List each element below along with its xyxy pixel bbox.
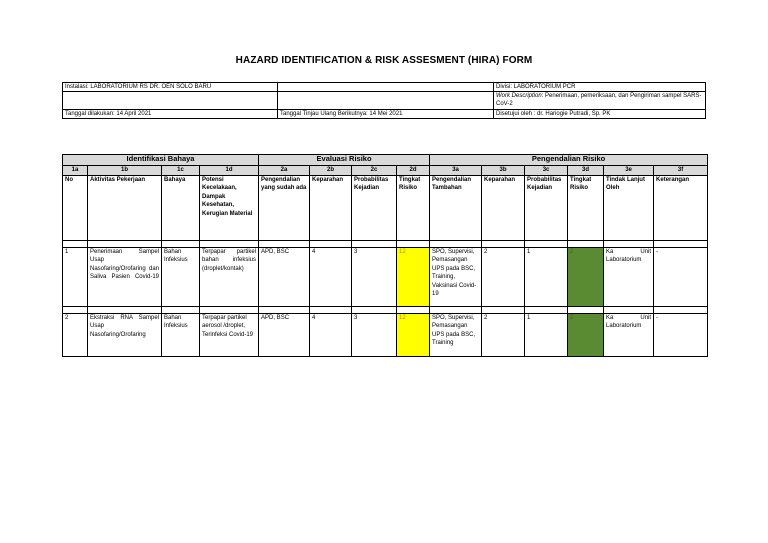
code-cell: 1c [162, 166, 200, 176]
code-cell: 3c [525, 166, 568, 176]
column-header: Tingkat Risiko [568, 175, 604, 240]
code-cell: 3a [430, 166, 482, 176]
hira-table [62, 154, 708, 357]
pengendalian-tambahan-cell: SPO, Supervisi, Pemasangan UPS pada BSC, Training, Vaksinasi Covid-19 [430, 247, 482, 306]
work-description-cell [494, 92, 706, 110]
tingkat-risiko2-cell: 2 [568, 247, 604, 306]
aktivitas-cell: Ekstraksi RNA Sampel Usap Nasofaring/Orofaring [88, 313, 162, 356]
keparahan-cell: 4 [310, 313, 352, 356]
tingkat-risiko2-cell: 2 [568, 313, 604, 356]
pengendalian-tambahan-cell: SPO, Supervisi, Pemasangan UPS pada BSC, Training [430, 313, 482, 356]
bahaya-cell: Bahan Infeksius [162, 247, 200, 306]
probabilitas-cell: 3 [352, 247, 397, 306]
keparahan2-cell: 2 [482, 313, 525, 356]
pengendalian-ada-cell: APD, BSC [259, 247, 310, 306]
divisi-cell: Divisi: LABORATORIUM PCR [494, 83, 706, 92]
potensi-cell: Terpapar partikel bahan infeksius (droplet/kontak) [200, 247, 259, 306]
group-pengendalian: Pengendalian Risiko [430, 155, 708, 166]
tingkat-risiko-cell: 12 [397, 313, 430, 356]
code-cell: 3b [482, 166, 525, 176]
column-header: Probabilitas Kejadian [525, 175, 568, 240]
code-cell: 1d [200, 166, 259, 176]
probabilitas-cell: 3 [352, 313, 397, 356]
group-evaluasi: Evaluasi Risiko [259, 155, 430, 166]
tingkat-risiko-cell: 12 [397, 247, 430, 306]
column-header: Tindak Lanjut Oleh [604, 175, 654, 240]
probabilitas2-cell: 1 [525, 313, 568, 356]
column-header: Aktivitas Pekerjaan [88, 175, 162, 240]
probabilitas2-cell: 1 [525, 247, 568, 306]
pengendalian-ada-cell: APD, BSC [259, 313, 310, 356]
tindak-lanjut-cell: Ka Unit Laboratorium [604, 247, 654, 306]
code-cell: 1a [63, 166, 88, 176]
bahaya-cell: Bahan Infeksius [162, 313, 200, 356]
no-cell: 1 [63, 247, 88, 306]
column-header: Pengendalian yang sudah ada [259, 175, 310, 240]
code-cell: 3d [568, 166, 604, 176]
spacer-row [63, 240, 708, 247]
code-cell: 2d [397, 166, 430, 176]
column-header: Keparahan [310, 175, 352, 240]
keterangan-cell: - [654, 313, 708, 356]
keterangan-cell: - [654, 247, 708, 306]
code-cell: 2b [310, 166, 352, 176]
tindak-lanjut-cell: Ka Unit Laboratorium [604, 313, 654, 356]
disetujui-cell: Disetujui oleh : dr. Hariogie Putradi, Sp. PK [494, 110, 706, 119]
column-header: Keparahan [482, 175, 525, 240]
code-cell: 2c [352, 166, 397, 176]
no-cell: 2 [63, 313, 88, 356]
empty-cell [278, 92, 494, 110]
table-row [63, 247, 708, 306]
work-description-value: : Penerimaan, pemeriksaan, dan Pengiriman sampel SARS- CoV-2 [496, 93, 702, 107]
keparahan2-cell: 2 [482, 247, 525, 306]
code-cell: 2a [259, 166, 310, 176]
tanggal-dilakukan-cell: Tanggal dilakukan: 14 April 2021 [63, 110, 278, 119]
column-header: Potensi Kecelakaan, Dampak Kesehatan, Kerugian Material [200, 175, 259, 240]
empty-cell [278, 83, 494, 92]
code-cell: 3f [654, 166, 708, 176]
empty-cell [63, 92, 278, 110]
column-header: Keterangan [654, 175, 708, 240]
code-cell: 1b [88, 166, 162, 176]
column-header: Pengendalian Tambahan [430, 175, 482, 240]
form-title: HAZARD IDENTIFICATION & RISK ASSESMENT (HIRA) FORM [235, 55, 533, 66]
tanggal-tinjau-cell: Tanggal Tinjau Ulang Berikutnya: 14 Mei 2021 [278, 110, 494, 119]
info-table [62, 82, 706, 119]
work-description-label: Work Description [496, 93, 542, 99]
column-header: Probabilitas Kejadian [352, 175, 397, 240]
spacer-row [63, 306, 708, 313]
aktivitas-cell: Penerimaan Sampel Usap Nasofaring/Orofaring dan Saliva Pasien Covid-19 [88, 247, 162, 306]
potensi-cell: Terpapar partikel aerosol /droplet, Terinfeksi Covid-19 [200, 313, 259, 356]
keparahan-cell: 4 [310, 247, 352, 306]
table-row [63, 313, 708, 356]
group-identifikasi: Identifikasi Bahaya [63, 155, 259, 166]
column-header: Tingkat Risiko [397, 175, 430, 240]
column-header: Bahaya [162, 175, 200, 240]
code-cell: 3e [604, 166, 654, 176]
column-header: No [63, 175, 88, 240]
instalasi-cell: Instalasi: LABORATORIUM RS DR. OEN SOLO BARU [63, 83, 278, 92]
